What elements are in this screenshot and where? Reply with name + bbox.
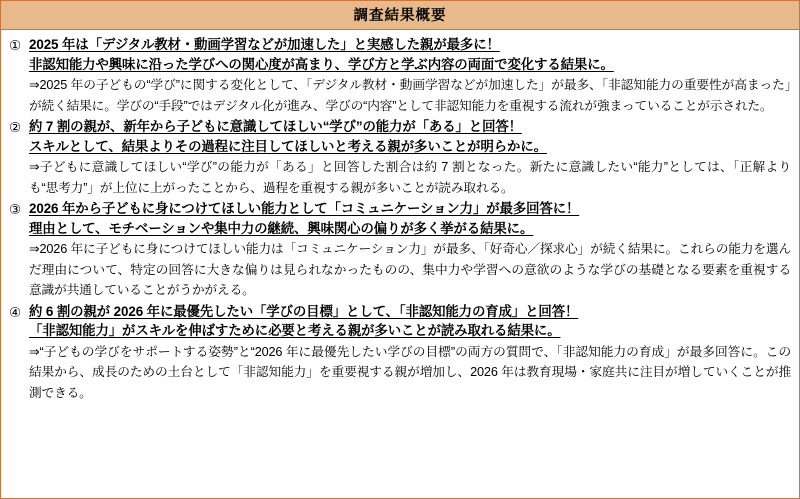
item-detail: ⇒子どもに意識してほしい“学び”の能力が「ある」と回答した割合は約 7 割となった。新たに意識したい“能力”としては、「正解よりも“思考力”」が上位に上がったことから、過程を重視する親が多いことが読み取れる。	[29, 160, 791, 195]
item-detail: ⇒“子どもの学びをサポートする姿勢”と“2026 年に最優先したい学びの目標”の両方の質問で、「非認知能力の育成」が最多回答に。この結果から、成長のための土台として「非認知能力」を重要視する親が増加し、2026 年は教育現場・家庭共に注目が増していくことが推測できる。	[29, 344, 791, 400]
item-content	[29, 302, 791, 404]
item-headline-line1: 約 7 割の親が、新年から子どもに意識してほしい“学び”の能力が「ある」と回答！	[29, 119, 522, 134]
summary-item	[9, 302, 791, 404]
summary-item	[9, 117, 791, 198]
document-title-bar	[1, 1, 799, 30]
item-content	[29, 35, 791, 116]
item-headline-line2: スキルとして、結果よりその過程に注目してほしいと考える親が多いことが明らかに。	[29, 138, 547, 154]
item-marker: ④	[9, 304, 22, 320]
summary-item	[9, 199, 791, 301]
item-marker: ①	[9, 38, 22, 53]
item-headline-line2: 理由として、モチベーションや集中力の継続、興味関心の偏りが多く挙がる結果に。	[29, 220, 534, 236]
item-detail: ⇒2026 年に子どもに身につけてほしい能力は「コミュニケーション力」が最多、「好奇心／探求心」が続く結果に。これらの能力を選んだ理由について、特定の回答に大きな偏りは見られなかったものの、集中力や学習への意欲のような学びの基礎となる要素を重視する意識が共通していることがうかがえる。	[29, 242, 791, 297]
item-headline-line2: 非認知能力や興味に沿った学びへの関心度が高まり、学び方と学ぶ内容の両面で変化する結果に。	[29, 56, 614, 72]
item-headline-line2: 「非認知能力」がスキルを伸ばすために必要と考える親が多いことが読み取れる結果に。	[29, 323, 561, 338]
item-headline-line1: 約 6 割の親が 2026 年に最優先したい「学びの目標」として、「非認知能力の育成」と回答！	[29, 303, 579, 319]
item-marker: ③	[9, 202, 22, 217]
item-headline-line1: 2025 年は「デジタル教材・動画学習などが加速した」と実感した親が最多に！	[29, 37, 500, 52]
document-body	[1, 30, 799, 498]
item-content	[29, 199, 791, 301]
item-marker: ②	[9, 120, 22, 135]
item-content	[29, 117, 791, 198]
page-title: 調査結果概要	[353, 8, 447, 24]
item-headline-line1: 2026 年から子どもに身につけてほしい能力として「コミュニケーション力」が最多回答に！	[29, 201, 580, 216]
summary-item	[9, 35, 791, 116]
item-detail: ⇒2025 年の子どもの“学び”に関する変化として、「デジタル教材・動画学習などが加速した」が最多、「非認知能力の重要性が高まった」が続く結果に。学びの“手段”ではデジタル化が進み、学びの“内容”として非認知能力を重視する流れが強まっていることが示された。	[29, 78, 791, 113]
